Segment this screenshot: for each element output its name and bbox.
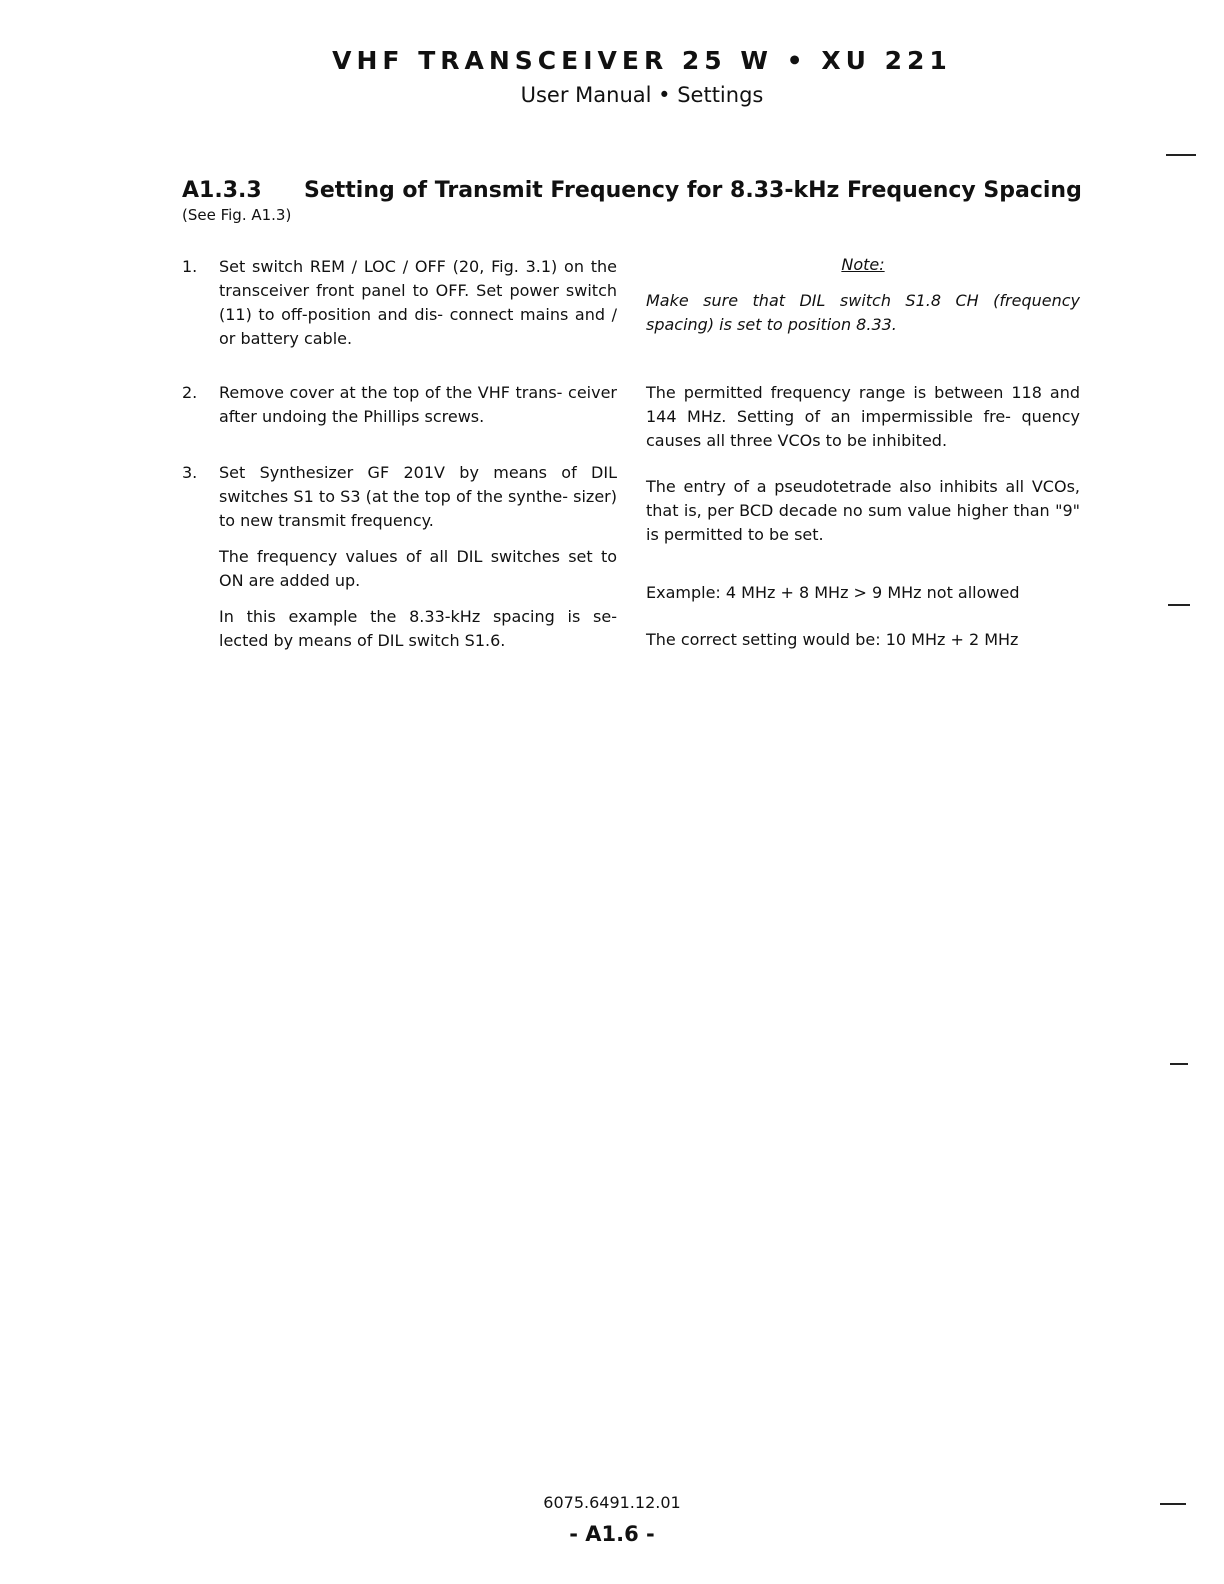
note-text: Make sure that DIL switch S1.8 CH (frequency spacing) is set to position 8.33. [646, 291, 1080, 334]
step-3-paragraph-2: In this example the 8.33-kHz spacing is se- lected by means of DIL switch S1.6. [219, 607, 617, 650]
document-title: VHF TRANSCEIVER 25 W • XU 221 [332, 46, 952, 75]
step-2-text: Remove cover at the top of the VHF trans- ceiver after undoing the Phillips screws. [219, 383, 617, 426]
step-2-number: 2. [182, 383, 198, 402]
margin-mark [1168, 604, 1190, 606]
margin-mark [1160, 1503, 1186, 1505]
document-subtitle: User Manual • Settings [520, 83, 764, 107]
example-line: Example: 4 MHz + 8 MHz > 9 MHz not allowed [646, 583, 1020, 602]
step-3-paragraph-1: The frequency values of all DIL switches set to ON are added up. [219, 547, 617, 590]
figure-reference: (See Fig. A1.3) [182, 206, 292, 224]
margin-mark [1170, 1063, 1188, 1065]
step-1-number: 1. [182, 257, 198, 276]
step-3-number: 3. [182, 463, 198, 482]
section-title: Setting of Transmit Frequency for 8.33-kHz Frequency Spacing [304, 178, 1082, 203]
note-label: Note: [841, 255, 885, 274]
step-3-text: Set Synthesizer GF 201V by means of DIL switches S1 to S3 (at the top of the synthe- sizer) to new transmit frequency. [219, 463, 617, 530]
page-number: - A1.6 - [569, 1522, 655, 1546]
document-number: 6075.6491.12.01 [543, 1493, 681, 1512]
section-number: A1.3.3 [182, 178, 262, 203]
step-1-text: Set switch REM / LOC / OFF (20, Fig. 3.1) on the transceiver front panel to OFF. Set power switch (11) to off-position and dis- connect mains and / or battery cable. [219, 257, 617, 348]
correct-setting-line: The correct setting would be: 10 MHz + 2 MHz [646, 630, 1019, 649]
pseudotetrade-paragraph: The entry of a pseudotetrade also inhibits all VCOs, that is, per BCD decade no sum value higher than "9" is permitted to be set. [646, 477, 1080, 544]
margin-mark [1166, 154, 1196, 156]
frequency-range-paragraph: The permitted frequency range is between 118 and 144 MHz. Setting of an impermissible fre- quency causes all three VCOs to be inhibited. [646, 383, 1080, 450]
